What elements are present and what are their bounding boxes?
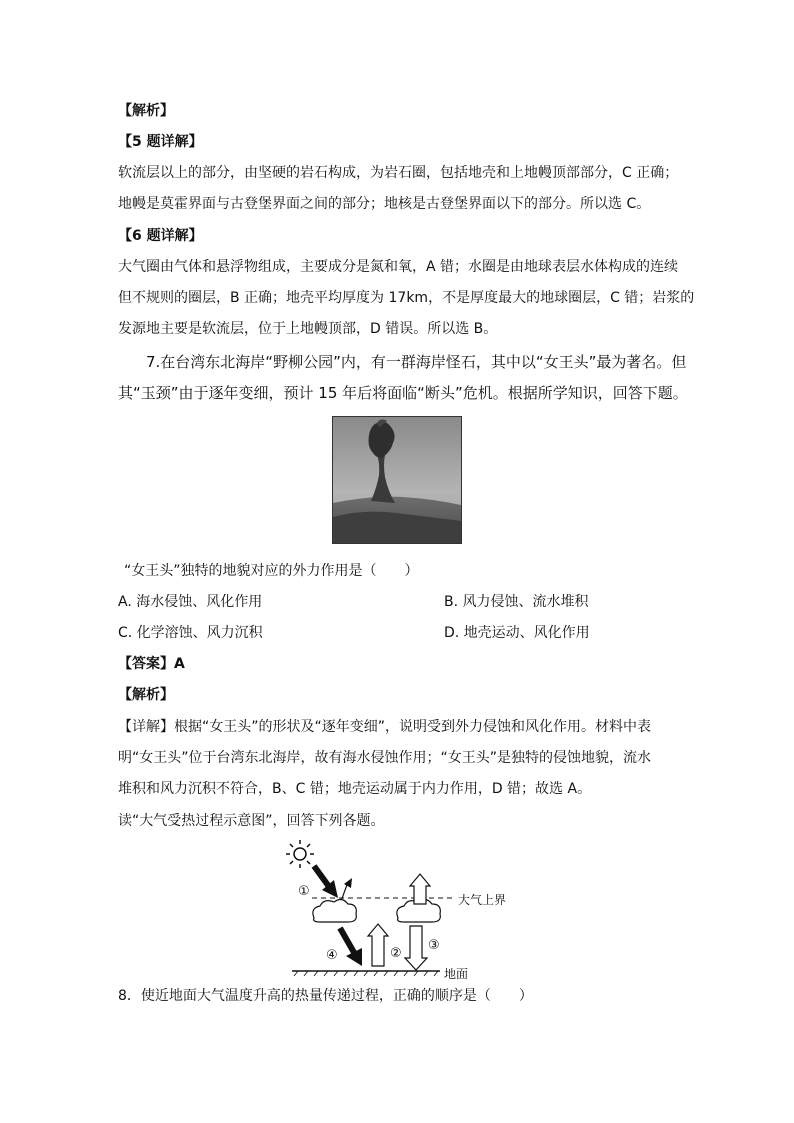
analysis-heading: 【解析】 [118, 103, 174, 119]
q6-text-line: 大气圈由气体和悬浮物组成，主要成分是氮和氧，A 错；水圈是由地球表层水体构成的连续 [118, 259, 679, 275]
cloud-left [313, 899, 356, 922]
q7-detail-line: 明“女王头”位于台湾东北海岸，故有海水侵蚀作用；“女王头”是独特的侵蚀地貌，流水 [118, 750, 652, 766]
q7-intro-line: 7.在台湾东北海岸“野柳公园”内，有一群海岸怪石，其中以“女王头”最为著名。但 [146, 353, 687, 371]
q5-text-line: 地幔是莫霍界面与古登堡界面之间的部分；地核是古登堡界面以下的部分。所以选 C。 [118, 196, 651, 212]
q6-text-line: 但不规则的圈层，B 正确；地壳平均厚度为 17km，不是厚度最大的地球圈层，C 错；岩浆的 [118, 290, 695, 306]
q7-question: “女王头”独特的地貌对应的外力作用是（ ） [124, 563, 419, 579]
arrow-2-ground-radiation [368, 924, 388, 966]
queens-head-rock-photo [332, 416, 462, 544]
label-atmosphere-top: 大气上界 [458, 893, 507, 907]
q7-intro-line: 其“玉颈”由于逐年变细，预计 15 年后将面临“断头”危机。根据所学知识，回答下题。 [118, 384, 688, 402]
label-ground: 地面 [444, 967, 469, 981]
q7-analysis-heading: 【解析】 [118, 687, 174, 703]
q7-detail-line: 【详解】根据“女王头”的形状及“逐年变细”，说明受到外力侵蚀和风化作用。材料中表 [118, 719, 652, 735]
arrow-4-to-ground [340, 928, 362, 966]
q8-intro: 读“大气受热过程示意图”，回答下列各题。 [118, 813, 385, 829]
label-1: ① [298, 884, 310, 899]
q6-detail-heading: 【6 题详解】 [118, 228, 203, 244]
q7-option-a: A. 海水侵蚀、风化作用 [118, 594, 263, 610]
sun-icon [286, 840, 314, 868]
q6-text-line: 发源地主要是软流层，位于上地幔顶部，D 错误。所以选 B。 [118, 321, 498, 337]
q5-text-line: 软流层以上的部分，由坚硬的岩石构成，为岩石圈，包括地壳和上地幔顶部部分，C 正确； [118, 165, 679, 181]
q8-question: 8．使近地面大气温度升高的热量传递过程，正确的顺序是（ ） [118, 988, 533, 1004]
label-2: ② [390, 946, 402, 961]
q7-option-d: D. 地壳运动、风化作用 [444, 625, 590, 641]
q7-detail-line: 堆积和风力沉积不符合，B、C 错；地壳运动属于内力作用，D 错；故选 A。 [118, 781, 592, 797]
label-3: ③ [428, 938, 440, 953]
q7-option-b: B. 风力侵蚀、流水堆积 [444, 594, 589, 610]
arrow-1-solar-radiation [314, 866, 338, 898]
queens-head-rock-image [333, 417, 461, 543]
label-4: ④ [326, 948, 338, 963]
q7-option-c: C. 化学溶蚀、风力沉积 [118, 625, 263, 641]
q7-answer: 【答案】A [118, 656, 185, 672]
atmosphere-heating-diagram [284, 838, 524, 984]
arrow-3-counter-radiation [405, 926, 427, 970]
q5-detail-heading: 【5 题详解】 [118, 134, 203, 150]
